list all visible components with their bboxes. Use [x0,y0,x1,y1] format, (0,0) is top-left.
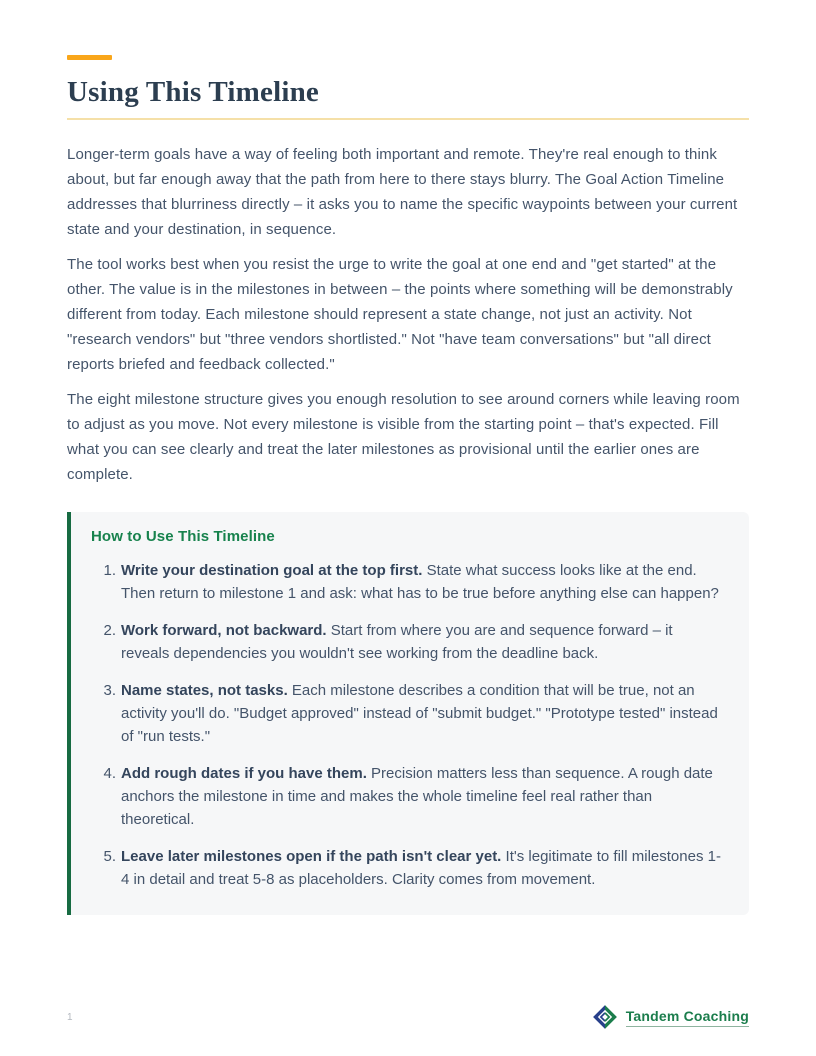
list-item-number: 4. [103,765,116,783]
brand-logo [592,1004,749,1030]
callout-list [91,559,723,891]
intro-paragraph-3: The eight milestone structure gives you enough resolution to see around corners while leaving room to adjust as you move. Not every milestone is visible from the starting point – that's expected. Fill what you can see clearly and treat the later milestones as provisional until the earlier ones are complete. [67,391,740,484]
callout-list-item [91,679,723,748]
page-title: Using This Timeline [67,76,319,108]
list-item-number: 1. [103,562,116,580]
page-footer [67,1004,749,1030]
tandem-diamond-icon [592,1004,618,1030]
list-item-text: Leave later milestones open if the path isn't clear yet. It's legitimate to fill milestones 1-4 in detail and treat 5-8 as placeholders. Clarity comes from movement. [121,848,721,889]
callout-list-item [91,845,723,891]
page-number: 1 [67,1011,73,1023]
how-to-callout-box [67,512,749,915]
list-item-number: 2. [103,622,116,640]
title-accent-bar [67,55,112,60]
callout-list-item [91,559,723,605]
intro-paragraph-1: Longer-term goals have a way of feeling both important and remote. They're real enough to think about, but far enough away that the path from here to there stays blurry. The Goal Action Timeline addresses that blurriness directly – it asks you to name the specific waypoints between your current state and your destination, in sequence. [67,146,738,239]
list-item-number: 3. [103,682,116,700]
list-item-text: Work forward, not backward. Start from where you are and sequence forward – it reveals dependencies you wouldn't see working from the deadline back. [121,622,673,663]
intro-paragraph-2: The tool works best when you resist the urge to write the goal at one end and "get started" at the other. The value is in the milestones in between – the points where something will be demonstrably different from today. Each milestone should represent a state change, not just an activity. Not "research vendors" but "three vendors shortlisted." Not "have team conversations" but "all direct reports briefed and feedback collected." [67,256,733,374]
list-item-text: Write your destination goal at the top first. State what success looks like at the end. Then return to milestone 1 and ask: what has to be true before anything else can happen? [121,562,719,603]
list-item-text: Name states, not tasks. Each milestone describes a condition that will be true, not an activity you'll do. "Budget approved" instead of "submit budget." "Prototype tested" instead of "run tests." [121,682,718,746]
list-item-number: 5. [103,848,116,866]
callout-heading: How to Use This Timeline [91,528,275,546]
callout-list-item [91,762,723,831]
brand-name: Tandem Coaching [626,1008,749,1027]
callout-list-item [91,619,723,665]
list-item-text: Add rough dates if you have them. Precision matters less than sequence. A rough date anchors the milestone in time and makes the whole timeline feel real rather than theoretical. [121,765,713,829]
title-divider [67,118,749,120]
